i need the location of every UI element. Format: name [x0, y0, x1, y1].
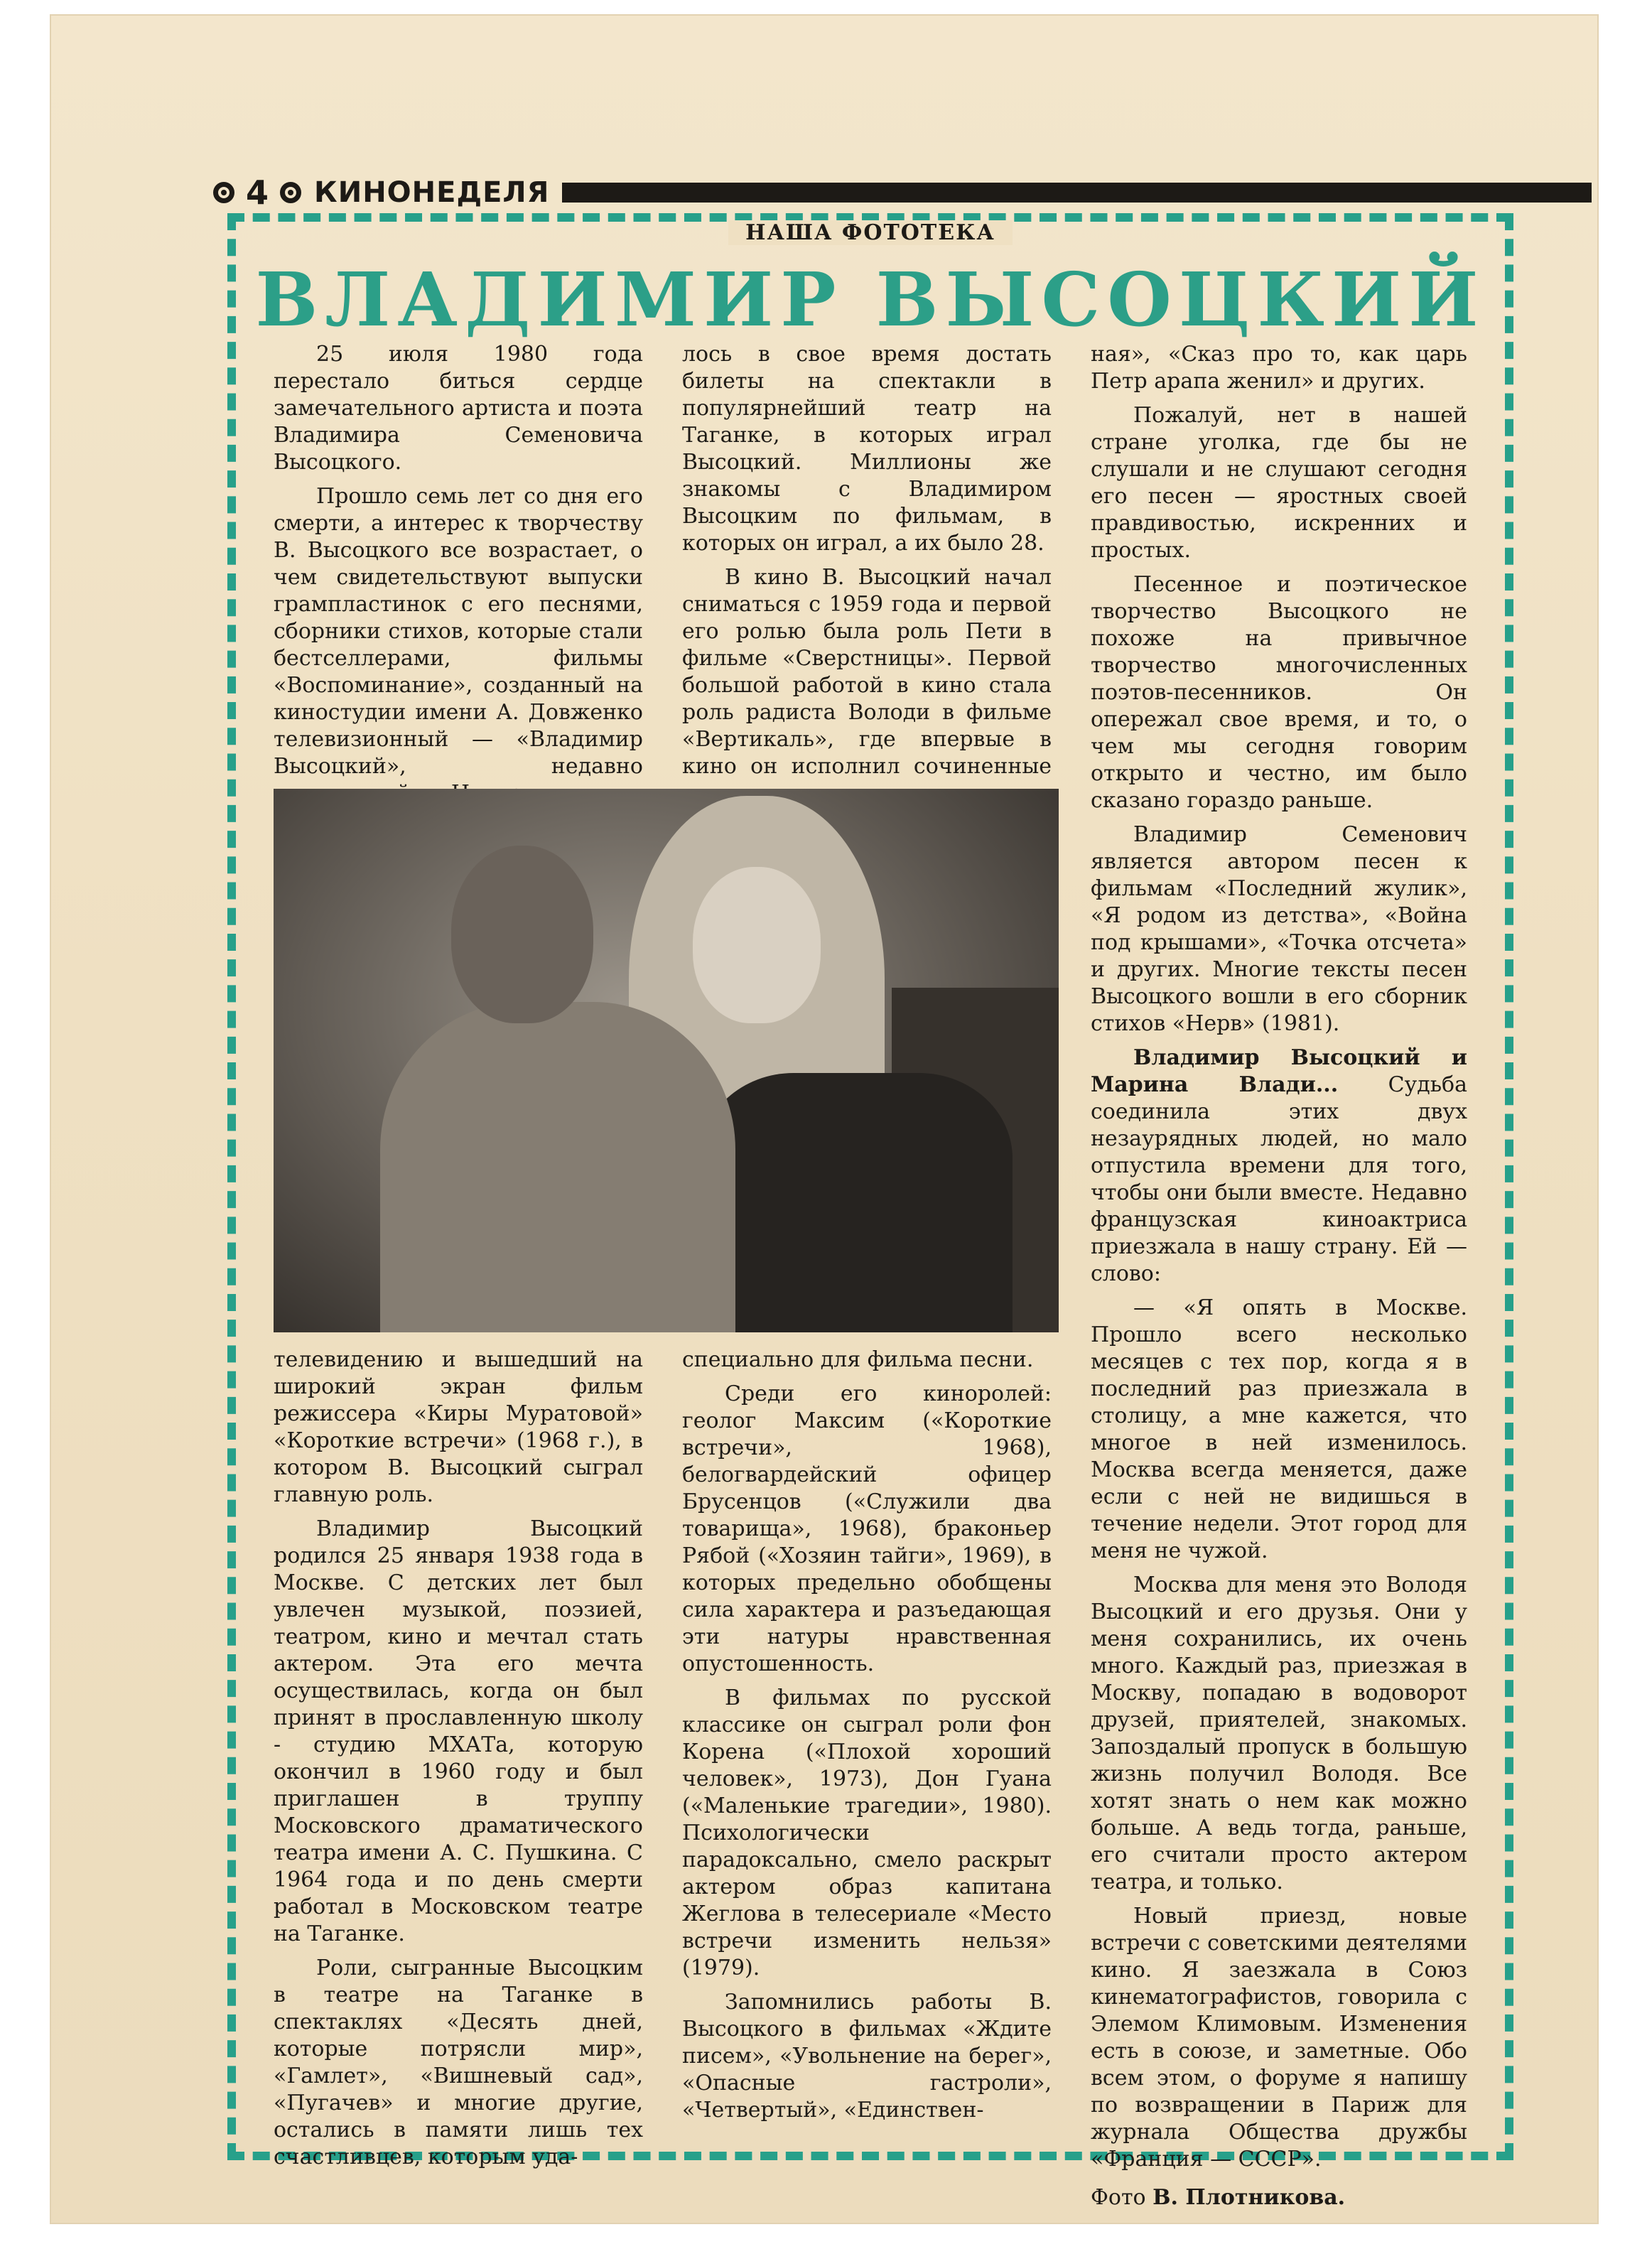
paragraph: Владимир Семенович является автором песен к фильмам «Последний жулик», «Я родом из детства», «Война под крышами», «Точка отсчета» и других. Многие тексты песен Высоцкого вошли в его сборник стихов «Нерв» (1981).: [1091, 822, 1467, 1036]
photo-woman-face: [693, 867, 821, 1023]
photo-woman-body: [700, 1073, 1013, 1332]
header-rule: [562, 183, 1592, 203]
photo-man-body: [380, 1002, 735, 1332]
column-2-top: [682, 341, 1052, 814]
paragraph: Песенное и поэтическое творчество Высоцкого не похоже на привычное творчество многочисленных поэтов-песенников. Он опережал свое время, и то, о чем мы сегодня говорим открыто и честно, им было сказано гораздо раньше.: [1091, 572, 1467, 813]
paragraph: телевидению и вышедший на широкий экран фильм режиссера «Киры Муратовой» «Короткие встречи» (1968 г.), в котором В. Высоцкий сыграл главную роль.: [274, 1347, 643, 1507]
section-name: КИНОНЕДЕЛЯ: [314, 176, 550, 209]
column-1-bottom: [274, 1347, 643, 2178]
photo-credit: [1091, 2184, 1467, 2211]
lead-in: Владимир Высоцкий и Марина Влади...: [1091, 1045, 1467, 1097]
paragraph: В фильмах по русской классике он сыграл роли фон Корена («Плохой хороший человек», 1973), Дон Гуана («Маленькие трагедии», 1980). Психологически парадоксально, смело раскрыт актером образ капитана Жеглова в телесериале «Место встречи изменить нельзя» (1979).: [682, 1686, 1052, 1980]
paragraph-vladi: [1091, 1045, 1467, 1288]
page-header: [213, 171, 1592, 215]
page-number: 4: [246, 173, 269, 212]
photo-portrait-icon: [274, 789, 1059, 1332]
rubric-label: НАША ФОТОТЕКА: [728, 220, 1013, 245]
column-2-bottom: [682, 1347, 1052, 2131]
photo-man-head: [451, 846, 593, 1023]
credit-label: Фото: [1091, 2185, 1146, 2210]
paragraph: ная», «Сказ про то, как царь Петр арапа женил» и других.: [1091, 342, 1467, 394]
paragraph: Владимир Высоцкий родился 25 января 1938 года в Москве. С детских лет был увлечен музыкой, поэзией, театром, кино и мечтал стать актером. Эта его мечта осуществилась, когда он был принят в прославленную школу - студию МХАТа, которую окончил в 1960 году и был приглашен в труппу Московского драматического театра имени А. С. Пушкина. С 1964 года и по день смерти работал в Московском театре на Таганке.: [274, 1516, 643, 1946]
article-title: ВЛАДИМИР ВЫСОЦКИЙ: [255, 256, 1486, 343]
paragraph: В кино В. Высоцкий начал сниматься с 1959 года и первой его ролью была роль Пети в фильме «Сверстницы». Первой большой работой в кино стала роль радиста Володи в фильме «Вертикаль», где впервые в кино он исполнил сочиненные: [682, 565, 1052, 779]
bullet-circle-icon: [213, 182, 234, 203]
paragraph: Прошло семь лет со дня его смерти, а интерес к творчеству В. Высоцкого все возрастает, о чем свидетельствуют выпуски грампластинок с его песнями, сборники стихов, которые стали бестселлерами, фильмы «Воспоминание», созданный на киностудии имени А. Довженко телевизионный — «Владимир Высоцкий», недавно: [274, 484, 643, 779]
paragraph: Среди его киноролей: геолог Максим («Короткие встречи», 1968), белогвардейский офицер Брусенцов («Служили два товарища», 1968), браконьер Рябой («Хозяин тайги», 1969), в которых предельно обобщены сила характера и разъедающая эти натуры нравственная опустошенность.: [682, 1381, 1052, 1676]
bullet-circle-icon: [280, 182, 301, 203]
quote-paragraph: — «Я опять в Москве. Прошло всего несколько месяцев с тех пор, когда я в последний раз приезжала в столицу, а мне кажется, что многое в ней изменилось. Москва всегда меняется, даже если с ней не видишься в течение недели. Этот город для меня не чужой.: [1091, 1295, 1467, 1563]
paragraph: Роли, сыгранные Высоцким в театре на Таганке в спектаклях «Десять дней, которые потрясли мир», «Гамлет», «Вишневый сад», «Пугачев» и многие другие, остались в памяти лишь тех счастливцев, которым уда-: [274, 1956, 643, 2169]
quote-paragraph: Новый приезд, новые встречи с советскими деятелями кино. Я заезжала в Союз кинематографистов, говорила с Элемом Климовым. Изменения есть в союзе, и заметные. Обо всем этом, о форуме я напишу по возвращении в Париж для журнала Общества дружбы «Франция — СССР».: [1091, 1904, 1467, 2172]
quote-paragraph: Москва для меня это Володя Высоцкий и его друзья. Они у меня сохранились, их очень много. Каждый раз, приезжая в Москву, попадаю в водоворот друзей, приятелей, знакомых. Запоздалый пропуск в большую жизнь получил Володя. Все хотят знать о нем как можно больше. А ведь тогда, раньше, его считали просто актером театра, и только.: [1091, 1573, 1467, 1894]
paragraph: лось в свое время достать билеты на спектакли в популярнейший театр на Таганке, в которых играл Высоцкий. Миллионы же знакомы с Владимиром Высоцким по фильмам, в которых он играл, а их было 28.: [682, 342, 1052, 556]
column-1-top: [274, 341, 643, 814]
paragraph: 25 июля 1980 года перестало биться сердце замечательного артиста и поэта Владимира Семеновича Высоцкого.: [274, 342, 643, 475]
rubric: [227, 220, 1513, 245]
column-3: [1091, 341, 1467, 2211]
credit-author: В. Плотникова.: [1152, 2185, 1346, 2210]
lead-rest: Судьба соединила этих двух незаурядных людей, но мало отпустила времени для того, чтобы они были вместе. Недавно французская киноактриса приезжала в нашу страну. Ей — слово:: [1091, 1072, 1467, 1286]
paragraph: специально для фильма песни.: [682, 1347, 1034, 1372]
paragraph: Запомнились работы В. Высоцкого в фильмах «Ждите писем», «Увольнение на берег», «Опасные гастроли», «Четвертый», «Единствен-: [682, 1990, 1052, 2123]
paragraph: Пожалуй, нет в нашей стране уголка, где бы не слушали и не слушают сегодня его песен — яростных своей правдивостью, искренних и простых.: [1091, 403, 1467, 563]
